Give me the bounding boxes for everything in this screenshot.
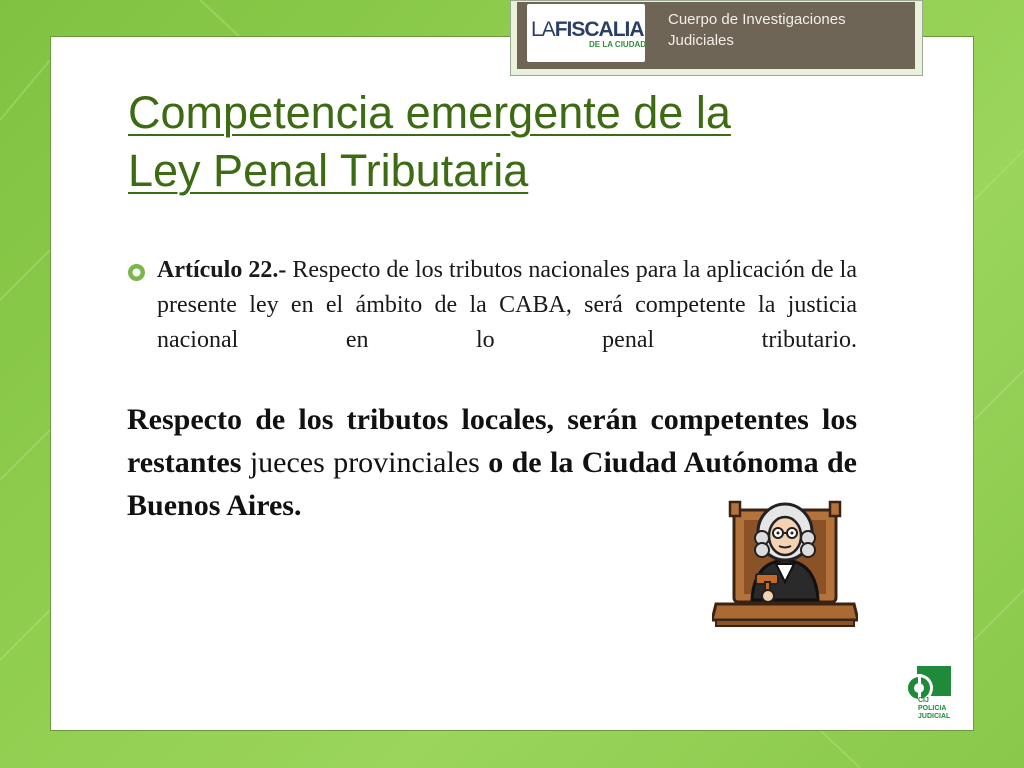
title-line-2: Ley Penal Tributaria — [128, 145, 529, 196]
green-disc-bullet-icon — [127, 263, 146, 282]
paragraph-normal: jueces provinciales — [241, 446, 489, 479]
logo-wordmark — [531, 18, 644, 42]
organization-name — [668, 9, 908, 51]
slide-title — [128, 84, 848, 200]
article-bullet-text — [157, 253, 857, 358]
logo-main-text: FISCALIA — [554, 18, 644, 41]
paragraph-bold-2: o de la Ciudad Autónoma de Buenos Aires. — [127, 446, 857, 522]
logo-subtext: DE LA CIUDAD — [589, 40, 647, 49]
fiscalia-logo — [527, 4, 645, 62]
org-line-2: Judiciales — [668, 32, 734, 49]
logo-prefix: LA — [531, 18, 555, 41]
judge-illustration — [712, 496, 858, 628]
paragraph-bold-1: Respecto de los tributos locales, serán competentes los restantes — [127, 403, 857, 479]
org-line-1: Cuerpo de Investigaciones — [668, 11, 846, 28]
article-body: Respecto de los tributos nacionales para la aplicación de la presente ley en el ámbito de la CABA, será competente la justicia nacional en lo penal tributario. — [157, 257, 857, 353]
cij-label: CIJ — [918, 697, 929, 704]
judicial-label: JUDICIAL — [918, 713, 951, 720]
article-number: Artículo 22.- — [157, 257, 287, 283]
title-line-1: Competencia emergente de la — [128, 87, 731, 138]
policia-label: POLICIA — [918, 705, 947, 712]
